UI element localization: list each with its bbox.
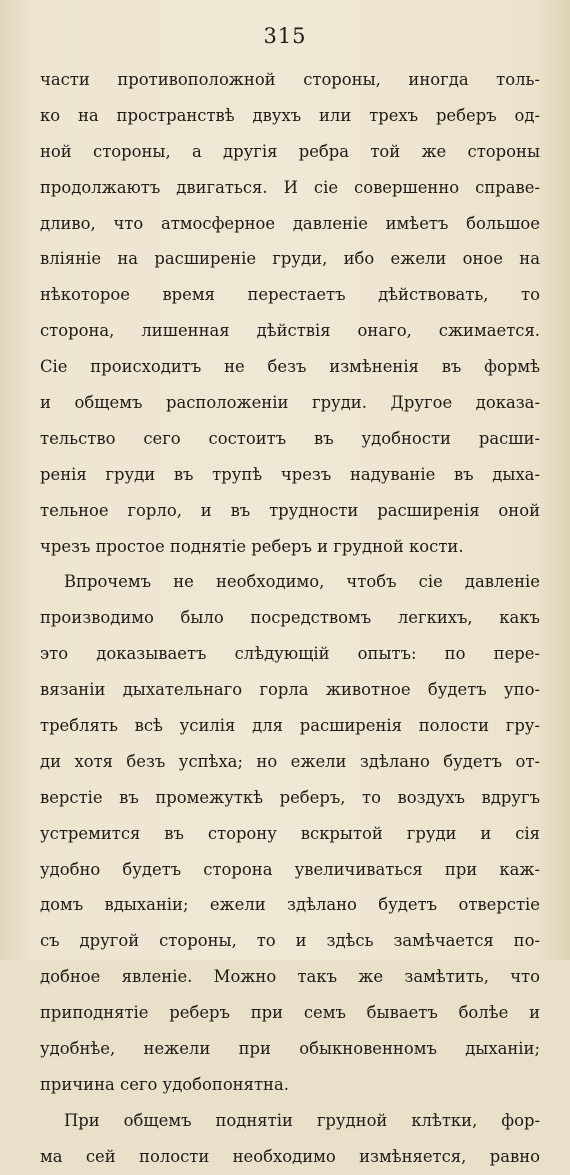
- text-line: добное явленіе. Можно такъ же замѣтить, что: [40, 967, 540, 987]
- text-line: ренія груди въ трупѣ чрезъ надуваніе въ дыха-: [40, 464, 540, 484]
- text-line: При общемъ поднятіи грудной клѣтки, фор-: [64, 1110, 540, 1130]
- text-line: Сіе происходитъ не безъ измѣненія въ формѣ: [40, 357, 540, 377]
- text-line: ной стороны, а другія ребра той же стороны: [40, 141, 540, 161]
- text-line: удобно будетъ сторона увеличиваться при каж-: [40, 859, 540, 879]
- text-line: продолжаютъ двигаться. И сіе совершенно справе-: [40, 177, 540, 197]
- text-line: устремится въ сторону вскрытой груди и сія: [40, 823, 540, 843]
- text-line: ди хотя безъ успѣха; но ежели здѣлано будетъ от-: [40, 751, 540, 771]
- text-line: чрезъ простое поднятіе реберъ и грудной кости.: [40, 536, 464, 556]
- text-line: это доказываетъ слѣдующій опытъ: по пере-: [40, 644, 540, 664]
- text-line: дливо, что атмосферное давленіе имѣетъ большое: [40, 213, 540, 233]
- text-line: вязаніи дыхательнаго горла животное будетъ упо-: [40, 680, 540, 700]
- text-line: удобнѣе, нежели при обыкновенномъ дыханіи;: [40, 1039, 540, 1059]
- text-line: тельное горло, и въ трудности расширенія оной: [40, 500, 540, 520]
- text-line: Впрочемъ не необходимо, чтобъ сіе давленіе: [64, 572, 540, 592]
- body-text: [40, 62, 540, 1175]
- text-line: части противоположной стороны, иногда толь-: [40, 70, 540, 89]
- text-line: ко на пространствѣ двухъ или трехъ реберъ од-: [40, 105, 540, 125]
- text-line: производимо было посредствомъ легкихъ, какъ: [40, 608, 540, 628]
- text-line: домъ вдыханіи; ежели здѣлано будетъ отверстіе: [40, 895, 540, 915]
- text-line: тельство сего состоитъ въ удобности расши-: [40, 428, 540, 448]
- text-line: треблять всѣ усилія для расширенія полости гру-: [40, 716, 540, 736]
- text-line: вліяніе на расширеніе груди, ибо ежели оное на: [40, 249, 540, 269]
- text-line: ма сей полости необходимо измѣняется, равно: [40, 1146, 540, 1166]
- text-line: приподнятіе реберъ при семъ бываетъ болѣе и: [40, 1003, 540, 1023]
- text-line: нѣкоторое время перестаетъ дѣйствовать, то: [40, 285, 540, 305]
- text-line: сторона, лишенная дѣйствія онаго, сжимается.: [40, 321, 540, 341]
- page-number: 315: [263, 24, 307, 48]
- text-line: причина сего удобопонятна.: [40, 1074, 289, 1094]
- text-line: и общемъ расположеніи груди. Другое доказа-: [40, 393, 540, 413]
- text-line: съ другой стороны, то и здѣсь замѣчается по-: [40, 931, 540, 951]
- text-line: верстіе въ промежуткѣ реберъ, то воздухъ вдругъ: [40, 787, 540, 807]
